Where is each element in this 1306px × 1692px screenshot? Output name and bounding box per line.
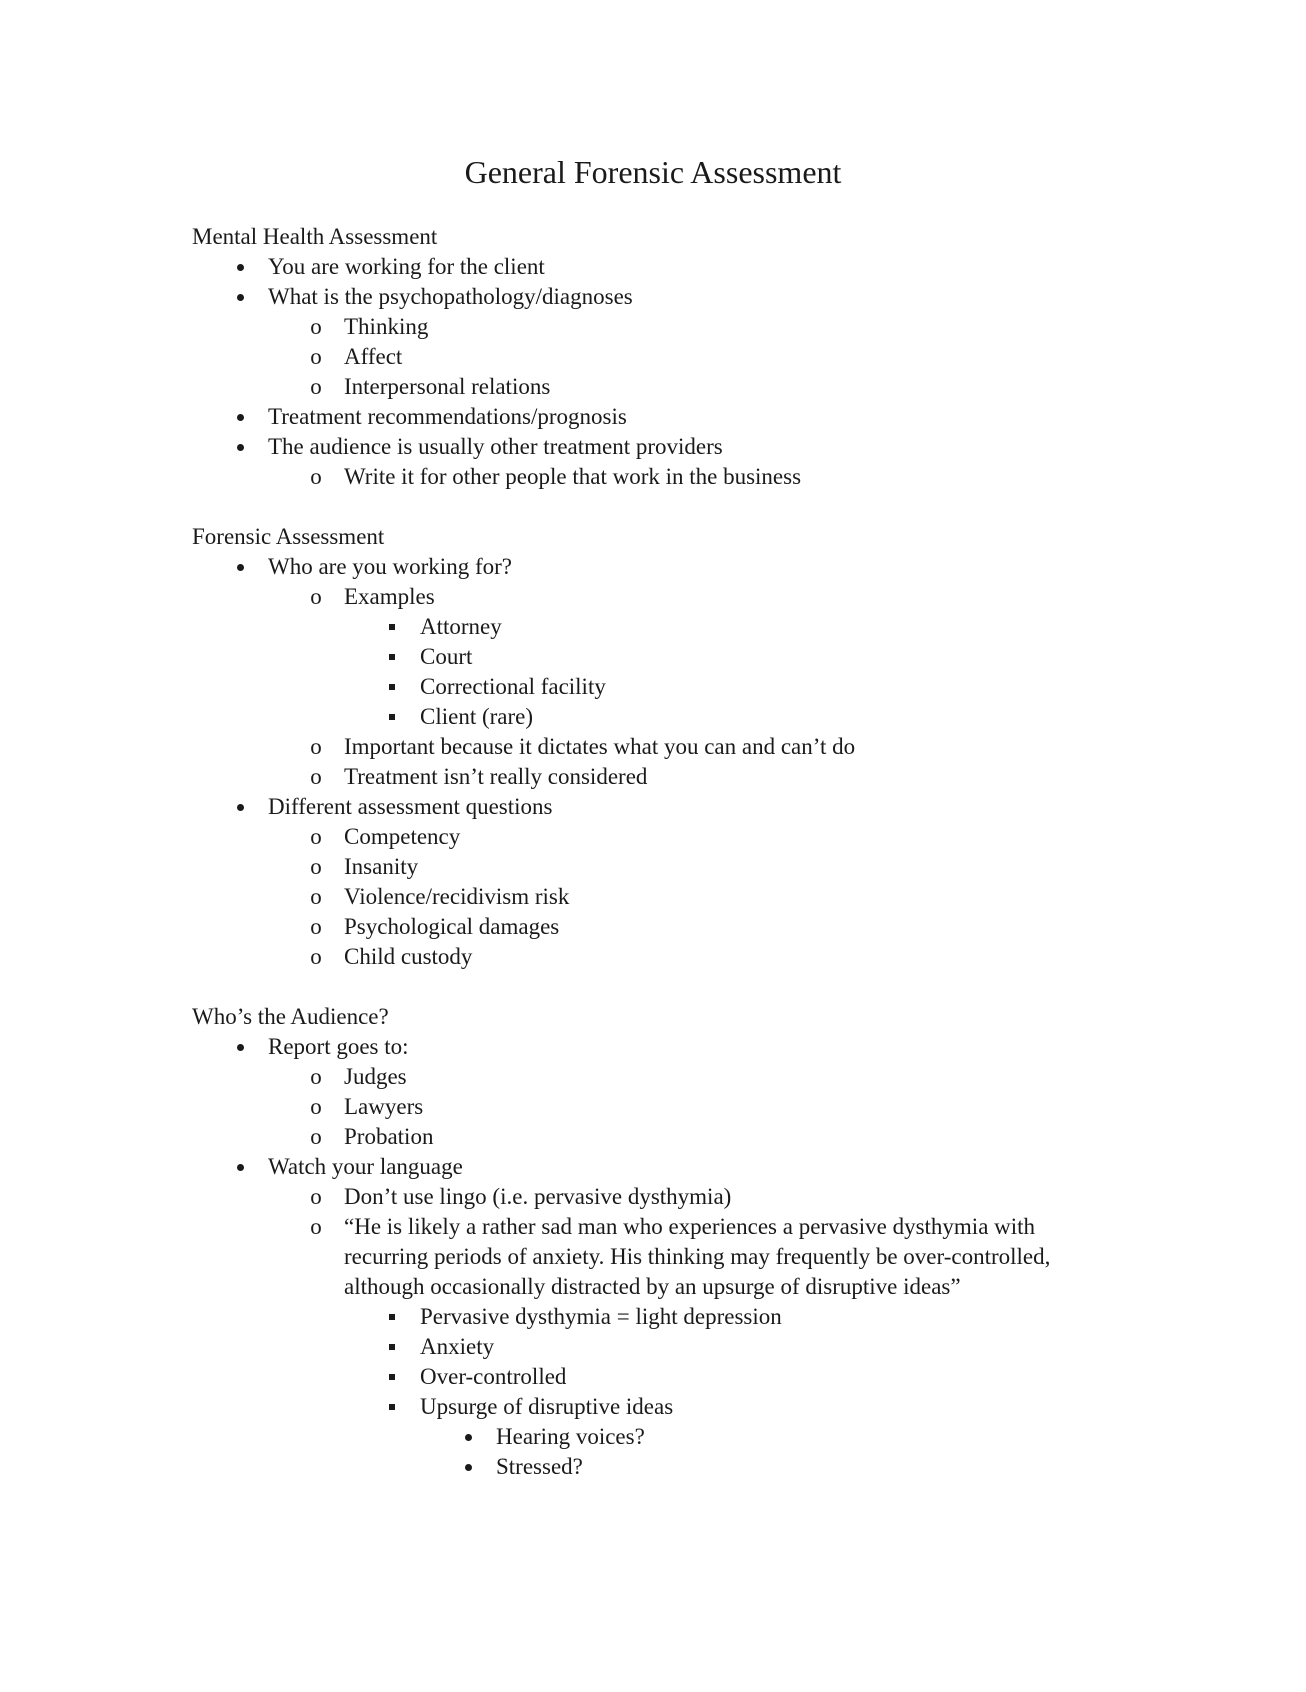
list-item-text: Thinking (344, 314, 429, 339)
list-item (420, 1452, 1092, 1482)
list-item (192, 1032, 1092, 1152)
list-item (344, 672, 1092, 702)
list-item-text: Write it for other people that work in the business (344, 464, 802, 489)
list-item (268, 912, 1092, 942)
section-heading: Forensic Assessment (192, 524, 385, 549)
list-item (192, 432, 1092, 492)
list-item (192, 402, 1092, 432)
list-item-text: Psychological damages (344, 914, 560, 939)
list-item (268, 582, 1092, 732)
list-item-text: Don’t use lingo (i.e. pervasive dysthymia) (344, 1184, 732, 1209)
list-item-text: Violence/recidivism risk (344, 884, 570, 909)
sub-list (420, 1422, 1092, 1482)
list-item-text: Stressed? (496, 1454, 583, 1479)
list-item (420, 1422, 1092, 1452)
list-item (192, 792, 1092, 972)
list-item-text: What is the psychopathology/diagnoses (268, 284, 633, 309)
bullet-circle-icon: o (310, 374, 322, 399)
list-item (268, 1182, 1092, 1212)
list-item (192, 1152, 1092, 1482)
list-item-text: Interpersonal relations (344, 374, 551, 399)
sub-list (344, 612, 1092, 732)
section-forensic-assessment (192, 522, 1092, 972)
section-whos-the-audience (192, 1002, 1092, 1482)
list-item-text: Over-controlled (420, 1364, 567, 1389)
section-heading: Who’s the Audience? (192, 1004, 389, 1029)
list-item-text: Who are you working for? (268, 554, 512, 579)
bullet-circle-icon: o (310, 884, 322, 909)
section-heading: Mental Health Assessment (192, 224, 438, 249)
list-item-text: Hearing voices? (496, 1424, 645, 1449)
list-item-text: Watch your language (268, 1154, 463, 1179)
list-item (344, 1302, 1092, 1332)
list-item (268, 312, 1092, 342)
list-item (268, 852, 1092, 882)
list-item (268, 882, 1092, 912)
list-item (344, 1392, 1092, 1482)
list-item-text: Important because it dictates what you can and can’t do (344, 734, 856, 759)
list-item-text: Report goes to: (268, 1034, 409, 1059)
list-item (192, 282, 1092, 402)
list-item-text: Judges (344, 1064, 407, 1089)
bullet-circle-icon: o (310, 914, 322, 939)
list-item-text: Upsurge of disruptive ideas (420, 1394, 674, 1419)
bullet-circle-icon: o (310, 1064, 322, 1089)
list-item-text: Attorney (420, 614, 502, 639)
list-item-text: Pervasive dysthymia = light depression (420, 1304, 782, 1329)
list-item (192, 552, 1092, 792)
list-item (344, 1362, 1092, 1392)
list-item-text: Insanity (344, 854, 419, 879)
quoted-paragraph: “He is likely a rather sad man who experiences a pervasive dysthymia with recurring periods of anxiety. His thinking may frequently be over-controlled, although occasionally distracted by an upsurge of disruptive ideas” (344, 1214, 1051, 1299)
bullet-circle-icon: o (310, 944, 322, 969)
bullet-circle-icon: o (310, 464, 322, 489)
bullet-circle-icon: o (310, 824, 322, 849)
list-item (192, 252, 1092, 282)
list-item-text: Treatment isn’t really considered (344, 764, 648, 789)
bullet-circle-icon: o (310, 1124, 322, 1149)
bullet-circle-icon: o (310, 344, 322, 369)
list-item (268, 822, 1092, 852)
bullet-circle-icon: o (310, 1214, 322, 1239)
list-item (268, 372, 1092, 402)
sub-list (344, 1302, 1092, 1482)
list-item (268, 462, 1092, 492)
sub-list (268, 462, 1092, 492)
sub-list (268, 1182, 1092, 1482)
document-body (192, 222, 1092, 1512)
bullet-circle-icon: o (310, 1184, 322, 1209)
list-item-text: Court (420, 644, 473, 669)
list-item (268, 342, 1092, 372)
list-item (344, 642, 1092, 672)
list-item-text: Correctional facility (420, 674, 606, 699)
list-item (344, 1332, 1092, 1362)
bullet-list (192, 552, 1092, 972)
list-item (268, 1092, 1092, 1122)
list-item-text: Affect (344, 344, 403, 369)
sub-list (268, 822, 1092, 972)
list-item (268, 1122, 1092, 1152)
list-item-text: You are working for the client (268, 254, 545, 279)
list-item (268, 732, 1092, 762)
section-mental-health-assessment (192, 222, 1092, 492)
sub-list (268, 312, 1092, 402)
bullet-circle-icon: o (310, 584, 322, 609)
list-item-text: Treatment recommendations/prognosis (268, 404, 627, 429)
bullet-circle-icon: o (310, 734, 322, 759)
list-item-text: Competency (344, 824, 461, 849)
document-title: General Forensic Assessment (464, 154, 842, 190)
list-item-text: The audience is usually other treatment providers (268, 434, 723, 459)
bullet-circle-icon: o (310, 854, 322, 879)
bullet-circle-icon: o (310, 764, 322, 789)
list-item (344, 702, 1092, 732)
list-item (268, 1062, 1092, 1092)
list-item-text: Client (rare) (420, 704, 534, 729)
list-item (268, 762, 1092, 792)
list-item-text: Examples (344, 584, 435, 609)
list-item (268, 942, 1092, 972)
list-item-text: Different assessment questions (268, 794, 553, 819)
list-item-text: Child custody (344, 944, 473, 969)
list-item-text: Lawyers (344, 1094, 424, 1119)
sub-list (268, 582, 1092, 792)
bullet-circle-icon: o (310, 1094, 322, 1119)
bullet-list (192, 252, 1092, 492)
bullet-list (192, 1032, 1092, 1482)
list-item-text: Anxiety (420, 1334, 495, 1359)
list-item (344, 612, 1092, 642)
sub-list (268, 1062, 1092, 1152)
list-item (268, 1212, 1092, 1482)
bullet-circle-icon: o (310, 314, 322, 339)
list-item-text: Probation (344, 1124, 434, 1149)
